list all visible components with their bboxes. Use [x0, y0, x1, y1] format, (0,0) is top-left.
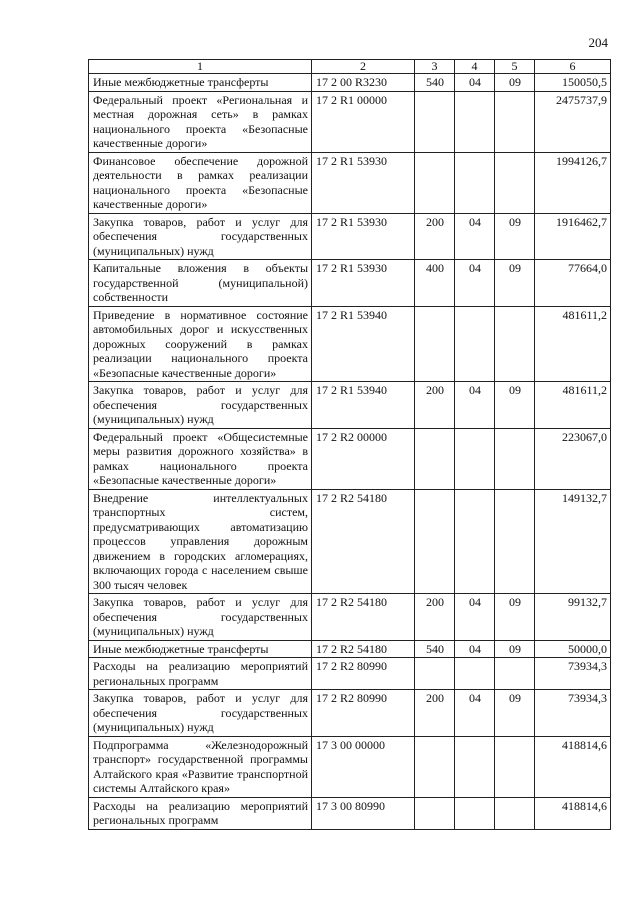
- table-row: [89, 594, 611, 641]
- section-cell: [455, 797, 495, 829]
- amount-cell: 73934,3: [535, 690, 611, 737]
- expense-name-cell: Капитальные вложения в объекты государственной (муниципальной) собственности: [89, 260, 312, 307]
- subsection-cell: 09: [495, 260, 535, 307]
- table-row: [89, 489, 611, 594]
- expense-type-cell: 200: [415, 382, 455, 429]
- page-number: 204: [588, 35, 608, 50]
- table-row: [89, 74, 611, 92]
- target-code-cell: 17 2 00 R3230: [312, 74, 415, 92]
- expense-name-cell: Федеральный проект «Региональная и местная дорожная сеть» в рамках национального проекта «Безопасные качественные дороги»: [89, 91, 312, 152]
- expense-name-cell: Закупка товаров, работ и услуг для обеспечения государственных (муниципальных) нужд: [89, 594, 312, 641]
- expense-type-cell: [415, 306, 455, 382]
- expense-type-cell: 200: [415, 690, 455, 737]
- target-code-cell: 17 2 R1 53930: [312, 260, 415, 307]
- expense-type-cell: 200: [415, 213, 455, 260]
- target-code-cell: 17 3 00 80990: [312, 797, 415, 829]
- subsection-cell: 09: [495, 74, 535, 92]
- expense-name-cell: Федеральный проект «Общесистемные меры развития дорожного хозяйства» в рамках национального проекта «Безопасные качественные дороги»: [89, 428, 312, 489]
- table-row: [89, 213, 611, 260]
- table-row: [89, 260, 611, 307]
- amount-cell: 1916462,7: [535, 213, 611, 260]
- target-code-cell: 17 2 R2 80990: [312, 690, 415, 737]
- subsection-cell: [495, 797, 535, 829]
- target-code-cell: 17 2 R1 53930: [312, 213, 415, 260]
- subsection-cell: 09: [495, 594, 535, 641]
- subsection-cell: 09: [495, 382, 535, 429]
- target-code-cell: 17 2 R1 53940: [312, 306, 415, 382]
- expense-type-cell: [415, 428, 455, 489]
- expense-name-cell: Приведение в нормативное состояние автомобильных дорог и искусственных дорожных сооружений в рамках реализации национального проекта «Безопасные качественные дороги»: [89, 306, 312, 382]
- expense-name-cell: Иные межбюджетные трансферты: [89, 74, 312, 92]
- amount-cell: 149132,7: [535, 489, 611, 594]
- section-cell: [455, 91, 495, 152]
- budget-table: [88, 59, 611, 830]
- expense-type-cell: [415, 489, 455, 594]
- subsection-cell: 09: [495, 213, 535, 260]
- target-code-cell: 17 3 00 00000: [312, 736, 415, 797]
- amount-cell: 223067,0: [535, 428, 611, 489]
- table-row: [89, 640, 611, 658]
- expense-name-cell: Внедрение интеллектуальных транспортных систем, предусматривающих автоматизацию процессов управления дорожным движением в городских агломерациях, включающих города с населением свыше 300 тысяч человек: [89, 489, 312, 594]
- table-row: [89, 428, 611, 489]
- subsection-cell: [495, 306, 535, 382]
- subsection-cell: [495, 152, 535, 213]
- expense-type-cell: [415, 91, 455, 152]
- section-cell: [455, 736, 495, 797]
- expense-name-cell: Закупка товаров, работ и услуг для обеспечения государственных (муниципальных) нужд: [89, 213, 312, 260]
- subsection-cell: [495, 489, 535, 594]
- table-row: [89, 91, 611, 152]
- expense-type-cell: [415, 797, 455, 829]
- section-cell: [455, 428, 495, 489]
- table-row: [89, 306, 611, 382]
- table-body: [89, 74, 611, 830]
- header-row: [89, 60, 611, 74]
- amount-cell: 481611,2: [535, 306, 611, 382]
- table-row: [89, 736, 611, 797]
- column-header: 3: [415, 60, 455, 74]
- subsection-cell: [495, 428, 535, 489]
- expense-name-cell: Иные межбюджетные трансферты: [89, 640, 312, 658]
- section-cell: 04: [455, 213, 495, 260]
- expense-name-cell: Расходы на реализацию мероприятий региональных программ: [89, 658, 312, 690]
- target-code-cell: 17 2 R1 53940: [312, 382, 415, 429]
- subsection-cell: [495, 736, 535, 797]
- section-cell: [455, 658, 495, 690]
- section-cell: 04: [455, 640, 495, 658]
- table-row: [89, 797, 611, 829]
- expense-name-cell: Закупка товаров, работ и услуг для обеспечения государственных (муниципальных) нужд: [89, 382, 312, 429]
- section-cell: 04: [455, 594, 495, 641]
- amount-cell: 150050,5: [535, 74, 611, 92]
- expense-name-cell: Финансовое обеспечение дорожной деятельности в рамках реализации национального проекта «Безопасные качественные дороги»: [89, 152, 312, 213]
- expense-name-cell: Подпрограмма «Железнодорожный транспорт» государственной программы Алтайского края «Развитие транспортной системы Алтайского края»: [89, 736, 312, 797]
- column-header: 1: [89, 60, 312, 74]
- expense-type-cell: [415, 152, 455, 213]
- section-cell: 04: [455, 74, 495, 92]
- amount-cell: 50000,0: [535, 640, 611, 658]
- section-cell: 04: [455, 690, 495, 737]
- expense-type-cell: 540: [415, 74, 455, 92]
- amount-cell: 99132,7: [535, 594, 611, 641]
- expense-type-cell: 200: [415, 594, 455, 641]
- target-code-cell: 17 2 R2 54180: [312, 489, 415, 594]
- table-row: [89, 658, 611, 690]
- table-row: [89, 382, 611, 429]
- column-header: 4: [455, 60, 495, 74]
- column-header: 2: [312, 60, 415, 74]
- amount-cell: 418814,6: [535, 797, 611, 829]
- target-code-cell: 17 2 R2 00000: [312, 428, 415, 489]
- subsection-cell: 09: [495, 640, 535, 658]
- target-code-cell: 17 2 R2 54180: [312, 640, 415, 658]
- expense-name-cell: Расходы на реализацию мероприятий региональных программ: [89, 797, 312, 829]
- section-cell: 04: [455, 382, 495, 429]
- amount-cell: 481611,2: [535, 382, 611, 429]
- expense-type-cell: [415, 658, 455, 690]
- expense-name-cell: Закупка товаров, работ и услуг для обеспечения государственных (муниципальных) нужд: [89, 690, 312, 737]
- expense-type-cell: 400: [415, 260, 455, 307]
- table-row: [89, 152, 611, 213]
- section-cell: 04: [455, 260, 495, 307]
- amount-cell: 1994126,7: [535, 152, 611, 213]
- section-cell: [455, 306, 495, 382]
- section-cell: [455, 489, 495, 594]
- subsection-cell: [495, 658, 535, 690]
- subsection-cell: 09: [495, 690, 535, 737]
- target-code-cell: 17 2 R2 80990: [312, 658, 415, 690]
- section-cell: [455, 152, 495, 213]
- subsection-cell: [495, 91, 535, 152]
- column-header: 5: [495, 60, 535, 74]
- target-code-cell: 17 2 R2 54180: [312, 594, 415, 641]
- amount-cell: 418814,6: [535, 736, 611, 797]
- target-code-cell: 17 2 R1 00000: [312, 91, 415, 152]
- target-code-cell: 17 2 R1 53930: [312, 152, 415, 213]
- column-header: 6: [535, 60, 611, 74]
- table-row: [89, 690, 611, 737]
- expense-type-cell: 540: [415, 640, 455, 658]
- amount-cell: 73934,3: [535, 658, 611, 690]
- expense-type-cell: [415, 736, 455, 797]
- amount-cell: 2475737,9: [535, 91, 611, 152]
- amount-cell: 77664,0: [535, 260, 611, 307]
